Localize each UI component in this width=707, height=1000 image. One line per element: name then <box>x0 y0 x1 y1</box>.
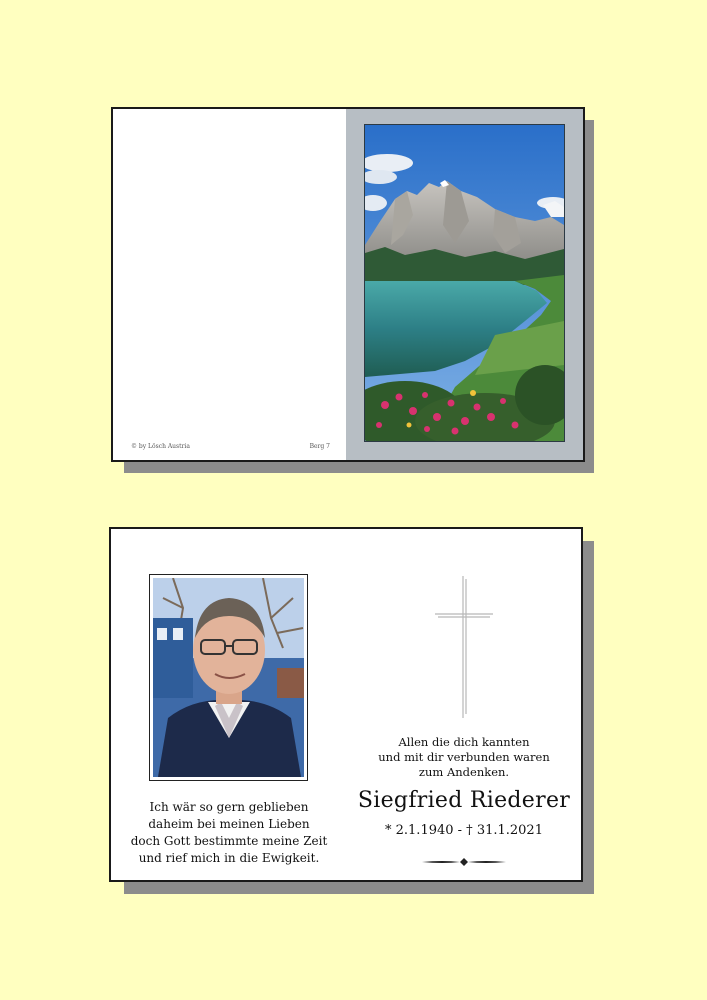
poem <box>129 799 329 867</box>
portrait-photo-frame <box>149 574 308 781</box>
ornament-divider-icon <box>422 851 506 859</box>
dedication <box>359 735 569 780</box>
front-card-back-panel <box>113 109 346 460</box>
front-card-cover-panel <box>346 109 583 460</box>
life-dates: * 2.1.1940 - † 31.1.2021 <box>385 823 543 838</box>
design-code-text: Berg 7 <box>309 443 330 450</box>
dedication-line: und mit dir verbunden waren <box>378 750 550 764</box>
poem-line: doch Gott bestimmte meine Zeit <box>130 834 328 848</box>
portrait-photo <box>153 578 304 777</box>
inside-card <box>109 527 583 882</box>
cross-icon <box>435 576 493 718</box>
poem-line: Ich wär so gern geblieben <box>149 800 309 814</box>
poem-line: und rief mich in die Ewigkeit. <box>138 851 320 865</box>
poem-line: daheim bei meinen Lieben <box>148 817 310 831</box>
front-card <box>111 107 585 462</box>
dedication-line: Allen die dich kannten <box>398 735 530 749</box>
dedication-line: zum Andenken. <box>418 765 510 779</box>
copyright-text: © by Lösch Austria <box>131 443 190 450</box>
mountain-lake-image <box>364 124 565 442</box>
deceased-name: Siegfried Riederer <box>357 788 571 813</box>
